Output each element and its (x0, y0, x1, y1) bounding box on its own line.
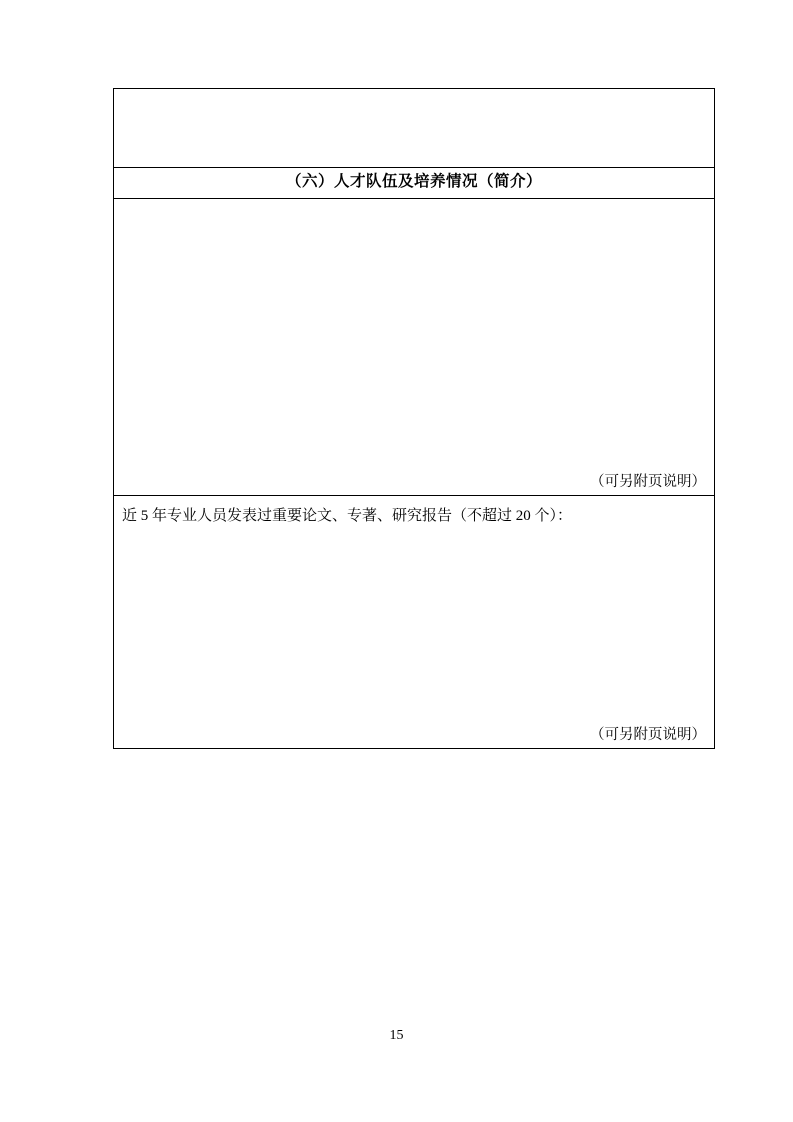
table-row (114, 496, 715, 749)
attachment-note: （可另附页说明） (590, 474, 706, 490)
attachment-note: （可另附页说明） (590, 727, 706, 743)
section-title: （六）人才队伍及培养情况（简介） (285, 173, 542, 190)
publications-cell[interactable] (114, 496, 715, 749)
table-row (114, 199, 715, 496)
publications-area[interactable] (114, 496, 714, 748)
table-row (114, 168, 715, 199)
personnel-section-table (113, 88, 715, 749)
personnel-answer-cell[interactable] (114, 199, 715, 496)
section-title-cell (114, 168, 715, 199)
continuation-cell (114, 89, 715, 168)
page-number: 15 (389, 1028, 404, 1043)
table-row (114, 89, 715, 168)
personnel-answer-area[interactable] (114, 199, 714, 495)
publications-prompt: 近 5 年专业人员发表过重要论文、专著、研究报告（不超过 20 个）： (122, 508, 573, 524)
